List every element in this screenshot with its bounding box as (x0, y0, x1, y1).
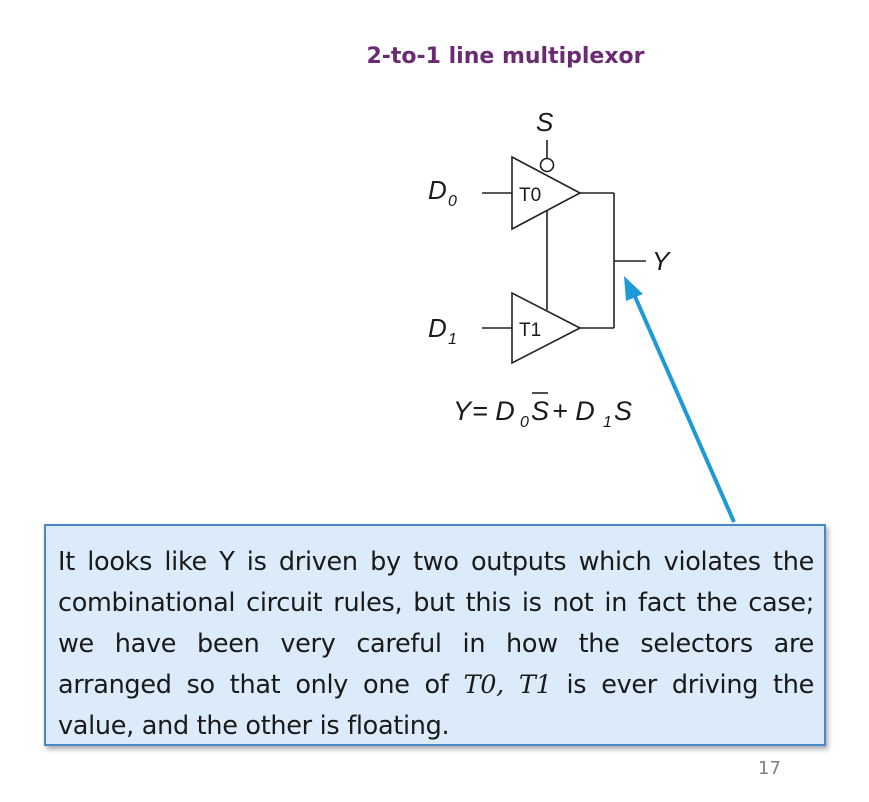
gate-t0-label: T0 (519, 185, 542, 206)
explanation-callout (44, 524, 826, 746)
callout-math: T0, T1 (463, 670, 552, 700)
callout-arrow-line (633, 292, 734, 522)
equation-sub1: 1 (603, 414, 612, 431)
output-y-label: Y (652, 246, 670, 276)
input-d0-subscript: 0 (448, 193, 457, 210)
input-d1-subscript: 1 (448, 331, 457, 348)
equation-plus: + D (552, 396, 595, 426)
output-equation (453, 393, 632, 431)
equation-eq: = D (472, 396, 515, 426)
equation-sub0: 0 (520, 414, 529, 431)
equation-s: S (614, 396, 633, 426)
callout-arrow-head (624, 276, 643, 301)
gate-t1-label: T1 (519, 320, 542, 341)
input-d0-label: D (428, 175, 447, 205)
equation-lhs: Y (453, 396, 472, 426)
callout-text-before: It looks like Y is driven by two outputs which violates the combinational circuit rules, but this is not in fact the case; we have been very careful in how the selectors are arranged so that only one of (58, 547, 814, 700)
equation-s-bar: S (531, 396, 550, 426)
slide-title: 2-to-1 line multiplexor (366, 44, 645, 69)
input-d1-label: D (428, 313, 447, 343)
page-number: 17 (758, 758, 781, 779)
select-label: S (536, 107, 554, 137)
inversion-bubble (541, 159, 554, 172)
callout-text-after: is ever driving the value, and the other is floating. (58, 670, 814, 741)
